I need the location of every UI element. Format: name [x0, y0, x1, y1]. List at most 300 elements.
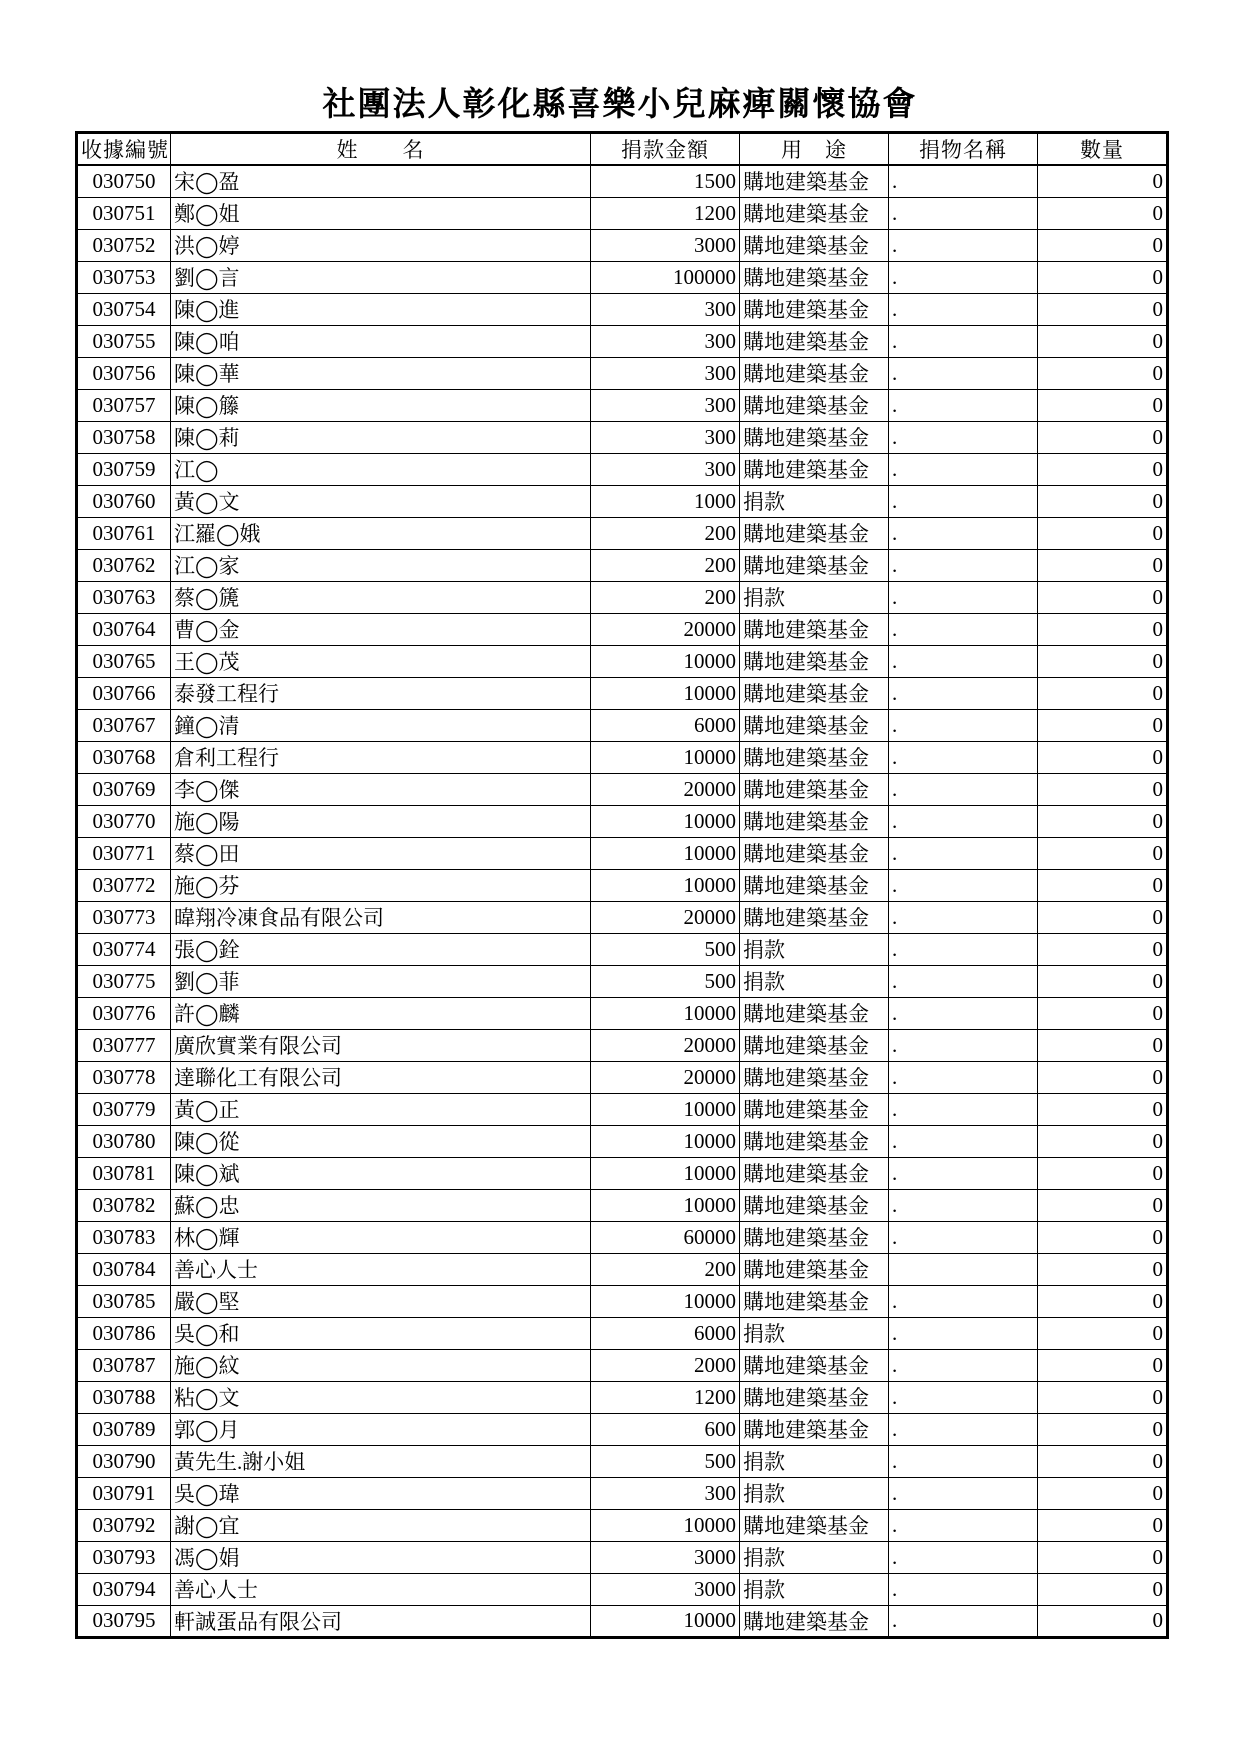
- donor-name-cell: 鐘◯清: [171, 709, 591, 741]
- purpose-cell: 購地建築基金: [740, 1061, 889, 1093]
- table-row: [77, 997, 1168, 1029]
- receipt-no-cell: 030760: [77, 485, 171, 517]
- purpose-cell: 購地建築基金: [740, 805, 889, 837]
- quantity-cell: 0: [1038, 1541, 1168, 1573]
- receipt-no-cell: 030768: [77, 741, 171, 773]
- donor-name-cell: 李◯傑: [171, 773, 591, 805]
- table-row: [77, 1125, 1168, 1157]
- receipt-no-cell: 030759: [77, 453, 171, 485]
- quantity-cell: 0: [1038, 229, 1168, 261]
- quantity-cell: 0: [1038, 933, 1168, 965]
- amount-cell: 1200: [591, 1381, 740, 1413]
- table-row: [77, 1349, 1168, 1381]
- table-row: [77, 1285, 1168, 1317]
- table-row: [77, 1061, 1168, 1093]
- item-name-cell: .: [889, 325, 1038, 357]
- item-name-cell: .: [889, 1125, 1038, 1157]
- donor-name-cell: 達聯化工有限公司: [171, 1061, 591, 1093]
- quantity-cell: 0: [1038, 421, 1168, 453]
- amount-cell: 10000: [591, 837, 740, 869]
- amount-cell: 10000: [591, 677, 740, 709]
- table-row: [77, 645, 1168, 677]
- table-row: [77, 1381, 1168, 1413]
- purpose-cell: 購地建築基金: [740, 1253, 889, 1285]
- receipt-no-cell: 030755: [77, 325, 171, 357]
- item-name-cell: .: [889, 485, 1038, 517]
- purpose-cell: 購地建築基金: [740, 773, 889, 805]
- donor-name-cell: 陳◯籐: [171, 389, 591, 421]
- amount-cell: 300: [591, 1477, 740, 1509]
- quantity-cell: 0: [1038, 549, 1168, 581]
- donor-name-cell: 吳◯瑋: [171, 1477, 591, 1509]
- amount-cell: 10000: [591, 1605, 740, 1637]
- item-name-cell: .: [889, 901, 1038, 933]
- donor-name-cell: 吳◯和: [171, 1317, 591, 1349]
- amount-cell: 10000: [591, 645, 740, 677]
- donor-name-cell: 謝◯宜: [171, 1509, 591, 1541]
- receipt-no-cell: 030795: [77, 1605, 171, 1637]
- donor-name-cell: 張◯銓: [171, 933, 591, 965]
- quantity-cell: 0: [1038, 709, 1168, 741]
- table-row: [77, 933, 1168, 965]
- quantity-cell: 0: [1038, 613, 1168, 645]
- item-name-cell: .: [889, 357, 1038, 389]
- receipt-no-cell: 030789: [77, 1413, 171, 1445]
- item-name-cell: .: [889, 837, 1038, 869]
- receipt-no-cell: 030758: [77, 421, 171, 453]
- item-name-cell: .: [889, 1061, 1038, 1093]
- receipt-no-cell: 030780: [77, 1125, 171, 1157]
- receipt-no-cell: 030764: [77, 613, 171, 645]
- item-name-cell: .: [889, 1285, 1038, 1317]
- item-name-cell: .: [889, 1317, 1038, 1349]
- purpose-cell: 購地建築基金: [740, 1349, 889, 1381]
- item-name-cell: .: [889, 997, 1038, 1029]
- amount-cell: 3000: [591, 1573, 740, 1605]
- donor-name-cell: 江◯家: [171, 549, 591, 581]
- table-row: [77, 261, 1168, 293]
- item-name-cell: .: [889, 1573, 1038, 1605]
- item-name-cell: .: [889, 1349, 1038, 1381]
- amount-cell: 10000: [591, 1093, 740, 1125]
- purpose-cell: 捐款: [740, 581, 889, 613]
- quantity-cell: 0: [1038, 1349, 1168, 1381]
- amount-cell: 10000: [591, 805, 740, 837]
- purpose-cell: 購地建築基金: [740, 1285, 889, 1317]
- header-item-name: 捐物名稱: [889, 133, 1038, 166]
- table-row: [77, 453, 1168, 485]
- donor-name-cell: 陳◯從: [171, 1125, 591, 1157]
- item-name-cell: .: [889, 1221, 1038, 1253]
- amount-cell: 200: [591, 549, 740, 581]
- purpose-cell: 購地建築基金: [740, 1381, 889, 1413]
- purpose-cell: 購地建築基金: [740, 453, 889, 485]
- table-row: [77, 421, 1168, 453]
- table-row: [77, 901, 1168, 933]
- quantity-cell: 0: [1038, 869, 1168, 901]
- donor-name-cell: 蘇◯忠: [171, 1189, 591, 1221]
- donor-name-cell: 施◯陽: [171, 805, 591, 837]
- purpose-cell: 購地建築基金: [740, 517, 889, 549]
- table-row: [77, 1605, 1168, 1637]
- receipt-no-cell: 030786: [77, 1317, 171, 1349]
- table-row: [77, 1413, 1168, 1445]
- receipt-no-cell: 030783: [77, 1221, 171, 1253]
- item-name-cell: .: [889, 773, 1038, 805]
- header-quantity: 數量: [1038, 133, 1168, 166]
- purpose-cell: 購地建築基金: [740, 421, 889, 453]
- quantity-cell: 0: [1038, 837, 1168, 869]
- header-amount: 捐款金額: [591, 133, 740, 166]
- table-row: [77, 197, 1168, 229]
- receipt-no-cell: 030751: [77, 197, 171, 229]
- quantity-cell: 0: [1038, 1573, 1168, 1605]
- receipt-no-cell: 030775: [77, 965, 171, 997]
- header-name: 姓 名: [171, 133, 591, 166]
- amount-cell: 1200: [591, 197, 740, 229]
- quantity-cell: 0: [1038, 1413, 1168, 1445]
- donor-name-cell: 施◯芬: [171, 869, 591, 901]
- table-row: [77, 837, 1168, 869]
- item-name-cell: .: [889, 1605, 1038, 1637]
- table-row: [77, 581, 1168, 613]
- amount-cell: 500: [591, 933, 740, 965]
- quantity-cell: 0: [1038, 1509, 1168, 1541]
- receipt-no-cell: 030771: [77, 837, 171, 869]
- donor-name-cell: 劉◯菲: [171, 965, 591, 997]
- quantity-cell: 0: [1038, 197, 1168, 229]
- receipt-no-cell: 030782: [77, 1189, 171, 1221]
- item-name-cell: .: [889, 645, 1038, 677]
- purpose-cell: 捐款: [740, 1573, 889, 1605]
- quantity-cell: 0: [1038, 1189, 1168, 1221]
- amount-cell: 200: [591, 517, 740, 549]
- receipt-no-cell: 030767: [77, 709, 171, 741]
- donor-name-cell: 嚴◯堅: [171, 1285, 591, 1317]
- donor-name-cell: 陳◯莉: [171, 421, 591, 453]
- table-row: [77, 517, 1168, 549]
- amount-cell: 6000: [591, 709, 740, 741]
- purpose-cell: 購地建築基金: [740, 1029, 889, 1061]
- purpose-cell: 購地建築基金: [740, 741, 889, 773]
- amount-cell: 200: [591, 1253, 740, 1285]
- table-row: [77, 1093, 1168, 1125]
- donor-name-cell: 林◯輝: [171, 1221, 591, 1253]
- item-name-cell: .: [889, 741, 1038, 773]
- receipt-no-cell: 030790: [77, 1445, 171, 1477]
- table-row: [77, 741, 1168, 773]
- table-row: [77, 549, 1168, 581]
- amount-cell: 10000: [591, 1285, 740, 1317]
- item-name-cell: .: [889, 805, 1038, 837]
- purpose-cell: 購地建築基金: [740, 997, 889, 1029]
- donor-name-cell: 陳◯進: [171, 293, 591, 325]
- amount-cell: 300: [591, 389, 740, 421]
- receipt-no-cell: 030785: [77, 1285, 171, 1317]
- donor-name-cell: 蔡◯篪: [171, 581, 591, 613]
- quantity-cell: 0: [1038, 453, 1168, 485]
- table-row: [77, 965, 1168, 997]
- purpose-cell: 購地建築基金: [740, 709, 889, 741]
- receipt-no-cell: 030776: [77, 997, 171, 1029]
- item-name-cell: .: [889, 709, 1038, 741]
- table-row: [77, 613, 1168, 645]
- item-name-cell: [889, 1253, 1038, 1285]
- receipt-no-cell: 030779: [77, 1093, 171, 1125]
- table-row: [77, 1477, 1168, 1509]
- donor-name-cell: 陳◯斌: [171, 1157, 591, 1189]
- amount-cell: 600: [591, 1413, 740, 1445]
- amount-cell: 300: [591, 325, 740, 357]
- receipt-no-cell: 030765: [77, 645, 171, 677]
- purpose-cell: 購地建築基金: [740, 293, 889, 325]
- item-name-cell: .: [889, 613, 1038, 645]
- item-name-cell: .: [889, 421, 1038, 453]
- quantity-cell: 0: [1038, 773, 1168, 805]
- table-row: [77, 325, 1168, 357]
- amount-cell: 500: [591, 1445, 740, 1477]
- page-title: 社團法人彰化縣喜樂小兒麻痺關懷協會: [322, 84, 918, 123]
- donor-name-cell: 黃◯正: [171, 1093, 591, 1125]
- item-name-cell: .: [889, 1029, 1038, 1061]
- purpose-cell: 捐款: [740, 485, 889, 517]
- donor-name-cell: 蔡◯田: [171, 837, 591, 869]
- donor-name-cell: 許◯麟: [171, 997, 591, 1029]
- donor-name-cell: 陳◯咱: [171, 325, 591, 357]
- purpose-cell: 購地建築基金: [740, 165, 889, 197]
- amount-cell: 10000: [591, 997, 740, 1029]
- purpose-cell: 捐款: [740, 1317, 889, 1349]
- receipt-no-cell: 030754: [77, 293, 171, 325]
- purpose-cell: 捐款: [740, 965, 889, 997]
- table-row: [77, 677, 1168, 709]
- amount-cell: 300: [591, 293, 740, 325]
- amount-cell: 3000: [591, 1541, 740, 1573]
- table-row: [77, 389, 1168, 421]
- amount-cell: 2000: [591, 1349, 740, 1381]
- item-name-cell: .: [889, 1509, 1038, 1541]
- receipt-no-cell: 030774: [77, 933, 171, 965]
- receipt-no-cell: 030791: [77, 1477, 171, 1509]
- purpose-cell: 捐款: [740, 933, 889, 965]
- receipt-no-cell: 030762: [77, 549, 171, 581]
- donor-name-cell: 王◯茂: [171, 645, 591, 677]
- amount-cell: 6000: [591, 1317, 740, 1349]
- receipt-no-cell: 030792: [77, 1509, 171, 1541]
- purpose-cell: 購地建築基金: [740, 1509, 889, 1541]
- quantity-cell: 0: [1038, 485, 1168, 517]
- purpose-cell: 購地建築基金: [740, 325, 889, 357]
- quantity-cell: 0: [1038, 997, 1168, 1029]
- item-name-cell: .: [889, 1445, 1038, 1477]
- purpose-cell: 購地建築基金: [740, 901, 889, 933]
- quantity-cell: 0: [1038, 1605, 1168, 1637]
- receipt-no-cell: 030757: [77, 389, 171, 421]
- receipt-no-cell: 030787: [77, 1349, 171, 1381]
- donor-name-cell: 江羅◯娥: [171, 517, 591, 549]
- quantity-cell: 0: [1038, 1477, 1168, 1509]
- table-row: [77, 1573, 1168, 1605]
- item-name-cell: .: [889, 197, 1038, 229]
- table-row: [77, 773, 1168, 805]
- amount-cell: 20000: [591, 613, 740, 645]
- quantity-cell: 0: [1038, 741, 1168, 773]
- donor-name-cell: 施◯紋: [171, 1349, 591, 1381]
- quantity-cell: 0: [1038, 581, 1168, 613]
- item-name-cell: .: [889, 1413, 1038, 1445]
- donor-name-cell: 劉◯言: [171, 261, 591, 293]
- donor-name-cell: 黃先生.謝小姐: [171, 1445, 591, 1477]
- quantity-cell: 0: [1038, 1285, 1168, 1317]
- amount-cell: 1500: [591, 165, 740, 197]
- amount-cell: 1000: [591, 485, 740, 517]
- table-row: [77, 869, 1168, 901]
- amount-cell: 10000: [591, 1189, 740, 1221]
- amount-cell: 100000: [591, 261, 740, 293]
- table-row: [77, 1157, 1168, 1189]
- donor-name-cell: 善心人士: [171, 1573, 591, 1605]
- receipt-no-cell: 030777: [77, 1029, 171, 1061]
- receipt-no-cell: 030761: [77, 517, 171, 549]
- purpose-cell: 購地建築基金: [740, 677, 889, 709]
- table-row: [77, 1541, 1168, 1573]
- quantity-cell: 0: [1038, 1157, 1168, 1189]
- amount-cell: 300: [591, 357, 740, 389]
- quantity-cell: 0: [1038, 389, 1168, 421]
- quantity-cell: 0: [1038, 1093, 1168, 1125]
- purpose-cell: 購地建築基金: [740, 229, 889, 261]
- purpose-cell: 購地建築基金: [740, 613, 889, 645]
- donor-name-cell: 宋◯盈: [171, 165, 591, 197]
- purpose-cell: 購地建築基金: [740, 1189, 889, 1221]
- item-name-cell: .: [889, 293, 1038, 325]
- item-name-cell: .: [889, 261, 1038, 293]
- quantity-cell: 0: [1038, 1125, 1168, 1157]
- receipt-no-cell: 030766: [77, 677, 171, 709]
- item-name-cell: .: [889, 1189, 1038, 1221]
- receipt-no-cell: 030752: [77, 229, 171, 261]
- receipt-no-cell: 030769: [77, 773, 171, 805]
- amount-cell: 20000: [591, 1061, 740, 1093]
- table-row: [77, 1445, 1168, 1477]
- amount-cell: 10000: [591, 1509, 740, 1541]
- receipt-no-cell: 030773: [77, 901, 171, 933]
- donor-name-cell: 善心人士: [171, 1253, 591, 1285]
- donation-table: [75, 131, 1169, 1639]
- amount-cell: 20000: [591, 901, 740, 933]
- receipt-no-cell: 030778: [77, 1061, 171, 1093]
- amount-cell: 20000: [591, 773, 740, 805]
- donor-name-cell: 曹◯金: [171, 613, 591, 645]
- receipt-no-cell: 030756: [77, 357, 171, 389]
- item-name-cell: .: [889, 869, 1038, 901]
- table-row: [77, 165, 1168, 197]
- receipt-no-cell: 030794: [77, 1573, 171, 1605]
- quantity-cell: 0: [1038, 293, 1168, 325]
- purpose-cell: 購地建築基金: [740, 1093, 889, 1125]
- purpose-cell: 購地建築基金: [740, 645, 889, 677]
- donor-name-cell: 泰發工程行: [171, 677, 591, 709]
- purpose-cell: 購地建築基金: [740, 837, 889, 869]
- amount-cell: 3000: [591, 229, 740, 261]
- amount-cell: 10000: [591, 1157, 740, 1189]
- donor-name-cell: 軒誠蛋品有限公司: [171, 1605, 591, 1637]
- receipt-no-cell: 030781: [77, 1157, 171, 1189]
- table-row: [77, 1221, 1168, 1253]
- quantity-cell: 0: [1038, 805, 1168, 837]
- purpose-cell: 購地建築基金: [740, 1413, 889, 1445]
- donor-name-cell: 洪◯婷: [171, 229, 591, 261]
- table-row: [77, 293, 1168, 325]
- table-row: [77, 229, 1168, 261]
- quantity-cell: 0: [1038, 357, 1168, 389]
- header-row: [77, 133, 1168, 166]
- donor-name-cell: 黃◯文: [171, 485, 591, 517]
- table-row: [77, 357, 1168, 389]
- quantity-cell: 0: [1038, 517, 1168, 549]
- item-name-cell: .: [889, 933, 1038, 965]
- purpose-cell: 購地建築基金: [740, 1605, 889, 1637]
- table-row: [77, 1029, 1168, 1061]
- purpose-cell: 購地建築基金: [740, 261, 889, 293]
- amount-cell: 60000: [591, 1221, 740, 1253]
- purpose-cell: 購地建築基金: [740, 197, 889, 229]
- table-body: [77, 165, 1168, 1637]
- purpose-cell: 購地建築基金: [740, 1125, 889, 1157]
- donor-name-cell: 陳◯華: [171, 357, 591, 389]
- table-row: [77, 805, 1168, 837]
- item-name-cell: .: [889, 965, 1038, 997]
- purpose-cell: 購地建築基金: [740, 389, 889, 421]
- quantity-cell: 0: [1038, 165, 1168, 197]
- quantity-cell: 0: [1038, 1029, 1168, 1061]
- quantity-cell: 0: [1038, 261, 1168, 293]
- donor-name-cell: 暐翔冷凍食品有限公司: [171, 901, 591, 933]
- item-name-cell: .: [889, 549, 1038, 581]
- amount-cell: 300: [591, 421, 740, 453]
- quantity-cell: 0: [1038, 1317, 1168, 1349]
- donor-name-cell: 粘◯文: [171, 1381, 591, 1413]
- receipt-no-cell: 030788: [77, 1381, 171, 1413]
- item-name-cell: .: [889, 1381, 1038, 1413]
- quantity-cell: 0: [1038, 677, 1168, 709]
- header-receipt-no: 收據編號: [77, 133, 171, 166]
- donor-name-cell: 倉利工程行: [171, 741, 591, 773]
- amount-cell: 10000: [591, 741, 740, 773]
- amount-cell: 300: [591, 453, 740, 485]
- purpose-cell: 捐款: [740, 1445, 889, 1477]
- table-row: [77, 709, 1168, 741]
- purpose-cell: 購地建築基金: [740, 1157, 889, 1189]
- quantity-cell: 0: [1038, 1445, 1168, 1477]
- table-row: [77, 485, 1168, 517]
- item-name-cell: .: [889, 1477, 1038, 1509]
- purpose-cell: 購地建築基金: [740, 357, 889, 389]
- receipt-no-cell: 030770: [77, 805, 171, 837]
- amount-cell: 200: [591, 581, 740, 613]
- table-row: [77, 1509, 1168, 1541]
- item-name-cell: .: [889, 1093, 1038, 1125]
- receipt-no-cell: 030784: [77, 1253, 171, 1285]
- header-purpose: 用 途: [740, 133, 889, 166]
- amount-cell: 10000: [591, 1125, 740, 1157]
- quantity-cell: 0: [1038, 1253, 1168, 1285]
- amount-cell: 10000: [591, 869, 740, 901]
- item-name-cell: .: [889, 1157, 1038, 1189]
- purpose-cell: 捐款: [740, 1541, 889, 1573]
- purpose-cell: 購地建築基金: [740, 1221, 889, 1253]
- purpose-cell: 購地建築基金: [740, 549, 889, 581]
